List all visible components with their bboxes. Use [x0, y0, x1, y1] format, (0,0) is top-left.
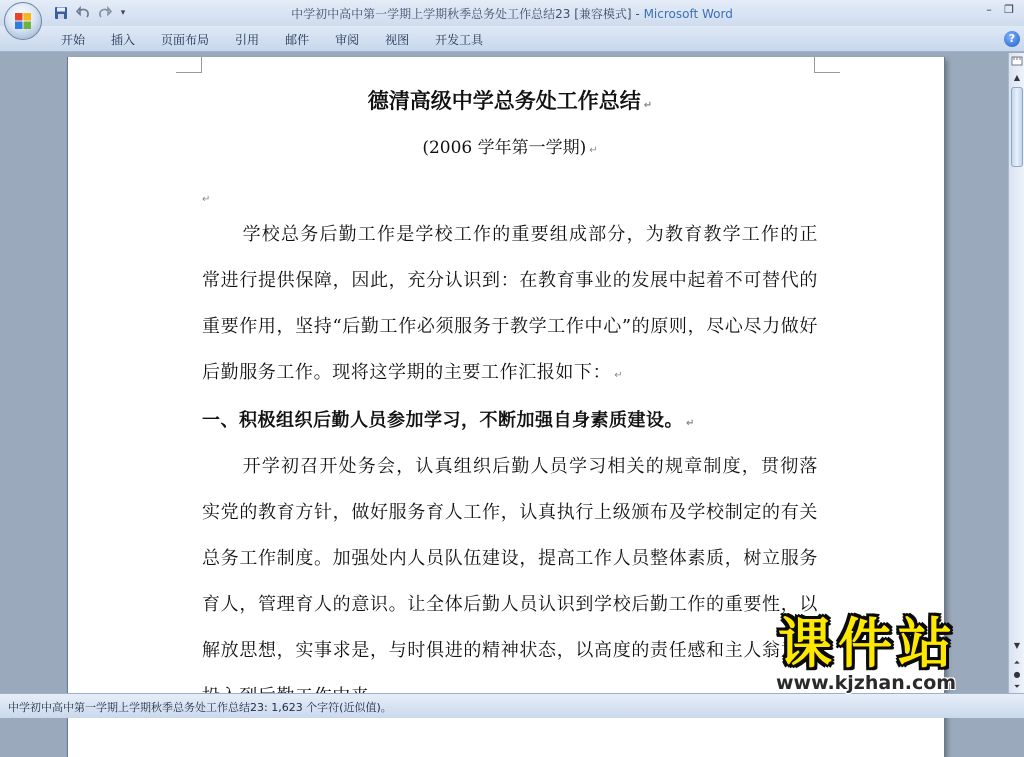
title-bar [0, 0, 1024, 26]
document-title [202, 85, 818, 115]
restore-button[interactable]: ❐ [1004, 3, 1014, 16]
paragraph-mark: ↵ [614, 370, 624, 381]
paragraph-mark: ↵ [686, 418, 695, 429]
tab-review[interactable]: 审阅 [335, 33, 360, 47]
document-area[interactable] [0, 53, 1008, 693]
help-button[interactable]: ? [1004, 31, 1020, 47]
tab-references[interactable]: 引用 [235, 33, 260, 47]
tab-home[interactable]: 开始 [61, 33, 86, 47]
tab-mailings[interactable]: 邮件 [285, 33, 310, 47]
customize-qat-button[interactable]: ▾ [120, 8, 126, 18]
window-controls [980, 2, 1018, 18]
window-title [0, 5, 1024, 22]
paragraph-text: 开学初召开处务会，认真组织后勤人员学习相关的规章制度，贯彻落实党的教育方针，做好服务育人工作，认真执行上级颁布及学校制定的有关总务工作制度。加强处内人员队伍建设，提高工作人员整体素质，树立服务育人，管理育人的意识。让全体后勤人员认识到学校后勤工作的重要性，以解放思想，实事求是，与时俱进的精神状态，以高度的责任感和主人翁意识 [202, 456, 818, 661]
paragraph-text: 学校总务后勤工作是学校工作的重要组成部分，为教育教学工作的正常进行提供保障，因此，充分认识到：在教育事业的发展中起着不可替代的重要作用，坚持“后勤工作必须服务于教学工作中心”的原则，尽心尽力做好后勤服务工作。现将这学期的主要工作汇报如下： [202, 224, 818, 383]
select-browse-object-button[interactable]: ● [1013, 670, 1021, 679]
body-paragraph [202, 444, 818, 720]
section-heading [202, 398, 695, 447]
ribbon-tabs [48, 30, 496, 50]
document-title-text: 德清高级中学总务处工作总结 [367, 88, 641, 113]
ribbon-tab-bar [0, 26, 1024, 52]
watermark [770, 614, 1020, 694]
watermark-title: 课件站 [778, 612, 958, 675]
empty-paragraph [202, 187, 210, 206]
office-logo-icon [14, 12, 32, 30]
section-heading-text: 一、积极组织后勤人员参加学习，不断加强自身素质建设。 [202, 410, 683, 431]
document-name: 中学初中高中第一学期上学期秋季总务处工作总结23 [兼容模式] [291, 7, 632, 21]
status-bar [0, 693, 1024, 718]
app-name: Microsoft Word [643, 7, 733, 21]
tab-developer[interactable]: 开发工具 [435, 33, 484, 47]
vertical-scrollbar[interactable] [1008, 53, 1024, 693]
paragraph-mark: ↵ [202, 194, 211, 205]
crop-mark-top-left [176, 57, 202, 73]
paragraph-mark: ↵ [589, 145, 598, 156]
office-button[interactable] [4, 2, 42, 40]
view-ruler-button[interactable] [1010, 55, 1024, 69]
title-separator: - [631, 7, 644, 21]
previous-page-button[interactable]: ⏶ [1013, 658, 1021, 667]
tab-page-layout[interactable]: 页面布局 [161, 33, 210, 47]
next-page-button[interactable]: ⏷ [1013, 682, 1021, 691]
scroll-thumb[interactable] [1011, 87, 1023, 167]
ruler-icon [1011, 55, 1023, 67]
watermark-url: www.kjzhan.com [776, 672, 957, 694]
crop-mark-top-right [814, 57, 840, 73]
paragraph-mark: ↵ [643, 100, 653, 111]
scroll-down-button[interactable]: ▼ [1013, 641, 1021, 650]
body-paragraph [202, 212, 818, 399]
minimize-button[interactable]: – [986, 3, 992, 16]
tab-view[interactable]: 视图 [385, 33, 410, 47]
scroll-up-button[interactable]: ▲ [1013, 73, 1021, 82]
document-subtitle [202, 133, 818, 158]
document-subtitle-text: (2006 学年第一学期) [422, 138, 587, 158]
status-text: 中学初中高中第一学期上学期秋季总务处工作总结23: 1,623 个字符(近似值)。 [8, 701, 392, 714]
tab-insert[interactable]: 插入 [111, 33, 136, 47]
